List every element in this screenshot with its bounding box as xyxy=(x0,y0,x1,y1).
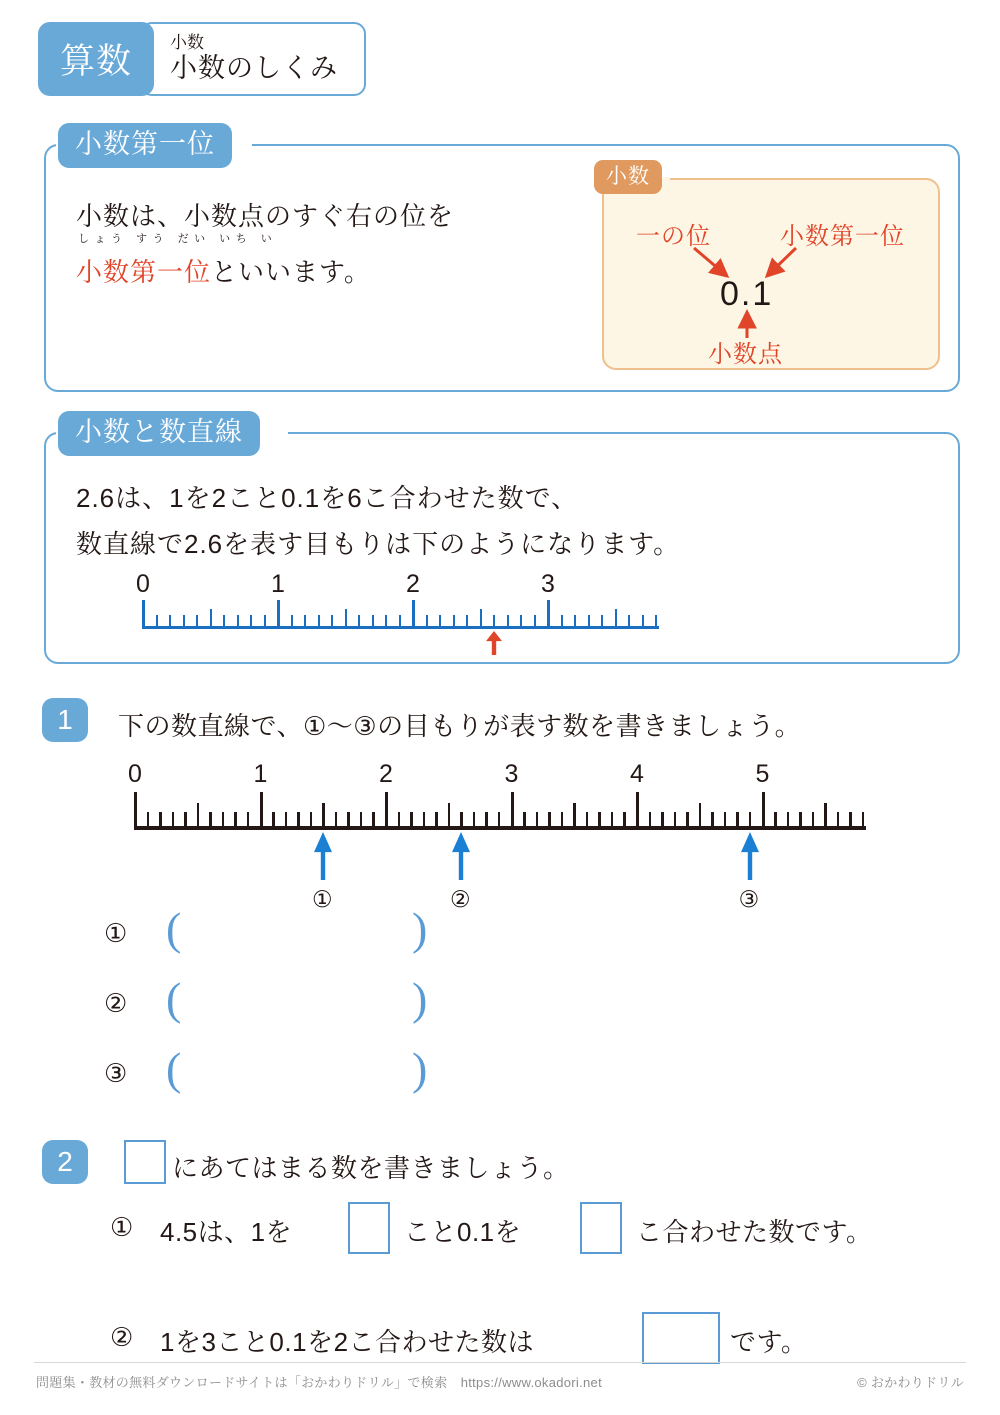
number-line-minor-tick xyxy=(435,812,438,826)
number-line-minor-tick xyxy=(410,812,413,826)
question-2-item-1-number: ① xyxy=(110,1212,134,1242)
ruby-wrapper xyxy=(76,233,278,294)
section1-line2-tail: といいます。 xyxy=(211,257,371,287)
furigana: しょう すう だい いち い xyxy=(78,233,278,245)
number-line-minor-tick xyxy=(661,812,664,826)
number-line-label: 3 xyxy=(504,760,519,788)
number-line-minor-tick xyxy=(310,812,313,826)
number-line-minor-tick xyxy=(247,812,250,826)
number-line-minor-tick xyxy=(156,615,158,626)
number-line-minor-tick xyxy=(272,812,275,826)
number-line-minor-tick xyxy=(534,615,536,626)
number-line-half-tick xyxy=(573,803,576,826)
number-line-minor-tick xyxy=(398,812,401,826)
number-line-half-tick xyxy=(197,803,200,826)
number-line-minor-tick xyxy=(460,812,463,826)
section-decimal-numberline xyxy=(44,417,960,664)
number-line-major-tick xyxy=(277,600,280,626)
number-line-minor-tick xyxy=(493,615,495,626)
section2-line1: 2.6は、1を2こと0.1を6こ合わせた数で、 xyxy=(76,483,579,513)
number-line-major-tick xyxy=(260,792,263,826)
number-line-minor-tick xyxy=(172,812,175,826)
number-line-marker-label: ① xyxy=(311,886,333,912)
worksheet-header xyxy=(38,22,366,96)
question-2-prompt-blank[interactable] xyxy=(124,1140,166,1184)
number-line-minor-tick xyxy=(561,812,564,826)
number-line-minor-tick xyxy=(799,812,802,826)
number-line-minor-tick xyxy=(358,615,360,626)
number-line-half-tick xyxy=(322,803,325,826)
number-line-minor-tick xyxy=(264,615,266,626)
number-line-minor-tick xyxy=(588,615,590,626)
question-2-item-2-part2: です。 xyxy=(730,1327,808,1357)
number-line-minor-tick xyxy=(601,615,603,626)
number-line-minor-tick xyxy=(787,812,790,826)
number-line-minor-tick xyxy=(304,615,306,626)
number-line-minor-tick xyxy=(523,812,526,826)
number-line-marker-arrow xyxy=(486,631,502,655)
number-line-marker-arrow xyxy=(452,832,470,880)
number-line-minor-tick xyxy=(466,615,468,626)
number-line-minor-tick xyxy=(507,615,509,626)
number-line-minor-tick xyxy=(291,615,293,626)
number-line-minor-tick xyxy=(561,615,563,626)
number-line-minor-tick xyxy=(223,615,225,626)
number-line-label: 2 xyxy=(379,760,393,788)
number-line-minor-tick xyxy=(749,812,752,826)
number-line-axis xyxy=(134,826,866,830)
number-line-minor-tick xyxy=(237,615,239,626)
number-line-minor-tick xyxy=(147,812,150,826)
question-1-text: 下の数直線で、①〜③の目もりが表す数を書きましょう。 xyxy=(118,711,802,741)
number-line-label: 0 xyxy=(136,570,150,598)
number-line-major-tick xyxy=(547,600,550,626)
number-line-minor-tick xyxy=(372,812,375,826)
number-line-minor-tick xyxy=(774,812,777,826)
number-line-label: 3 xyxy=(541,570,555,598)
question-1-badge: 1 xyxy=(42,698,88,742)
number-line-major-tick xyxy=(762,792,765,826)
title-box xyxy=(140,22,366,96)
number-line-half-tick xyxy=(345,609,347,626)
number-line-minor-tick xyxy=(222,812,225,826)
answer-paren-close: ) xyxy=(412,1043,428,1094)
question-1-number-line xyxy=(0,752,1000,912)
number-line-half-tick xyxy=(448,803,451,826)
number-line-marker-arrow xyxy=(741,832,759,880)
callout-number-value: 0.1 xyxy=(720,275,774,313)
answer-paren-close: ) xyxy=(412,973,428,1024)
number-line-minor-tick xyxy=(297,812,300,826)
number-line-minor-tick xyxy=(439,615,441,626)
number-line-minor-tick xyxy=(623,812,626,826)
answer-input-area[interactable] xyxy=(190,1052,412,1096)
number-line-minor-tick xyxy=(586,812,589,826)
number-line-minor-tick xyxy=(285,812,288,826)
question-2-badge: 2 xyxy=(42,1140,88,1184)
number-line-minor-tick xyxy=(453,615,455,626)
number-line-minor-tick xyxy=(335,812,338,826)
question-2-item-2-number: ② xyxy=(110,1322,134,1352)
number-line-minor-tick xyxy=(385,615,387,626)
number-line-major-tick xyxy=(636,792,639,826)
number-line-minor-tick xyxy=(234,812,237,826)
number-line-minor-tick xyxy=(849,812,852,826)
number-line-minor-tick xyxy=(642,615,644,626)
number-line-major-tick xyxy=(385,792,388,826)
number-line-half-tick xyxy=(210,609,212,626)
answer-row-number: ③ xyxy=(104,1058,128,1088)
number-line-minor-tick xyxy=(686,812,689,826)
number-line-half-tick xyxy=(824,803,827,826)
number-line-minor-tick xyxy=(426,615,428,626)
footer-right-copyright: © おかわりドリル xyxy=(857,1375,964,1390)
number-line-half-tick xyxy=(699,803,702,826)
number-line-label: 5 xyxy=(755,760,770,788)
number-line-major-tick xyxy=(142,600,145,626)
footer-left-text: 問題集・教材の無料ダウンロードサイトは「おかわりドリル」で検索 https://www.okadori.net xyxy=(36,1375,602,1390)
section1-line2 xyxy=(76,233,371,294)
number-line-minor-tick xyxy=(674,812,677,826)
number-line-minor-tick xyxy=(628,615,630,626)
number-line-minor-tick xyxy=(548,812,551,826)
question-2-item-2-blank-1[interactable] xyxy=(642,1312,720,1364)
question-2-text: にあてはまる数を書きましょう。 xyxy=(172,1153,570,1183)
number-line-label: 1 xyxy=(253,760,268,788)
number-line-marker-arrow xyxy=(314,832,332,880)
number-line-minor-tick xyxy=(183,615,185,626)
question-2-item-1-part3: こ合わせた数です。 xyxy=(636,1217,873,1247)
number-line-minor-tick xyxy=(184,812,187,826)
number-line-minor-tick xyxy=(318,615,320,626)
number-line-half-tick xyxy=(615,609,617,626)
answer-input-area[interactable] xyxy=(190,912,412,956)
number-line-label: 2 xyxy=(406,570,420,598)
answer-paren-close: ) xyxy=(412,903,428,954)
number-line-minor-tick xyxy=(485,812,488,826)
answer-paren-open: ( xyxy=(166,973,182,1024)
example-number-line xyxy=(46,434,962,598)
answer-paren-open: ( xyxy=(166,903,182,954)
answer-row-number: ① xyxy=(104,918,128,948)
callout-label-decimal-point: 小数点 xyxy=(708,341,783,368)
number-line-marker-label: ③ xyxy=(738,886,760,912)
number-line-minor-tick xyxy=(837,812,840,826)
section1-tab: 小数第一位 xyxy=(58,123,232,168)
number-line-minor-tick xyxy=(611,812,614,826)
section2-line2: 数直線で2.6を表す目もりは下のようになります。 xyxy=(76,529,681,559)
answer-row-number: ② xyxy=(104,988,128,1018)
decimal-callout xyxy=(602,165,940,370)
number-line-minor-tick xyxy=(736,812,739,826)
number-line-minor-tick xyxy=(372,615,374,626)
question-2-item-1-part1: 4.5は、1を xyxy=(160,1217,293,1247)
number-line-minor-tick xyxy=(574,615,576,626)
number-line-minor-tick xyxy=(520,615,522,626)
number-line-minor-tick xyxy=(399,615,401,626)
number-line-minor-tick xyxy=(423,812,426,826)
number-line-minor-tick xyxy=(196,615,198,626)
number-line-marker-label: ② xyxy=(449,886,471,912)
page-title: 小数のしくみ xyxy=(170,53,338,83)
number-line-major-tick xyxy=(412,600,415,626)
number-line-label: 0 xyxy=(128,760,142,788)
number-line-minor-tick xyxy=(498,812,501,826)
number-line-minor-tick xyxy=(649,812,652,826)
number-line-minor-tick xyxy=(159,812,162,826)
number-line-minor-tick xyxy=(655,615,657,626)
number-line-axis xyxy=(142,626,659,629)
category-label: 小数 xyxy=(170,33,204,52)
number-line-minor-tick xyxy=(250,615,252,626)
number-line-major-tick xyxy=(134,792,137,826)
callout-label-ones-place: 一の位 xyxy=(636,223,711,250)
number-line-minor-tick xyxy=(711,812,714,826)
section-decimal-first-place xyxy=(44,129,960,392)
section1-term-highlight: 小数第一位 xyxy=(76,257,212,287)
question-2-item-1-blank-1[interactable] xyxy=(348,1202,390,1254)
number-line-half-tick xyxy=(480,609,482,626)
number-line-minor-tick xyxy=(536,812,539,826)
number-line-minor-tick xyxy=(360,812,363,826)
question-2-item-1-blank-2[interactable] xyxy=(580,1202,622,1254)
answer-input-area[interactable] xyxy=(190,982,412,1026)
section1-line1: 小数は、小数点のすぐ右の位を xyxy=(76,201,455,231)
number-line-minor-tick xyxy=(598,812,601,826)
question-2-item-2-part1: 1を3こと0.1を2こ合わせた数は xyxy=(160,1327,535,1357)
number-line-minor-tick xyxy=(169,615,171,626)
number-line-label: 4 xyxy=(630,760,644,788)
number-line-minor-tick xyxy=(209,812,212,826)
number-line-minor-tick xyxy=(473,812,476,826)
callout-label-first-decimal-place: 小数第一位 xyxy=(780,223,905,250)
number-line-minor-tick xyxy=(347,812,350,826)
section2-tab: 小数と数直線 xyxy=(58,411,260,456)
question-2-item-1-part2: こと0.1を xyxy=(404,1217,522,1247)
number-line-major-tick xyxy=(511,792,514,826)
callout-tab: 小数 xyxy=(594,160,662,194)
number-line-label: 1 xyxy=(271,570,285,598)
subject-badge: 算数 xyxy=(38,22,154,96)
number-line-minor-tick xyxy=(331,615,333,626)
answer-paren-open: ( xyxy=(166,1043,182,1094)
number-line-minor-tick xyxy=(724,812,727,826)
number-line-minor-tick xyxy=(812,812,815,826)
number-line-minor-tick xyxy=(862,812,865,826)
footer-divider xyxy=(34,1362,966,1363)
